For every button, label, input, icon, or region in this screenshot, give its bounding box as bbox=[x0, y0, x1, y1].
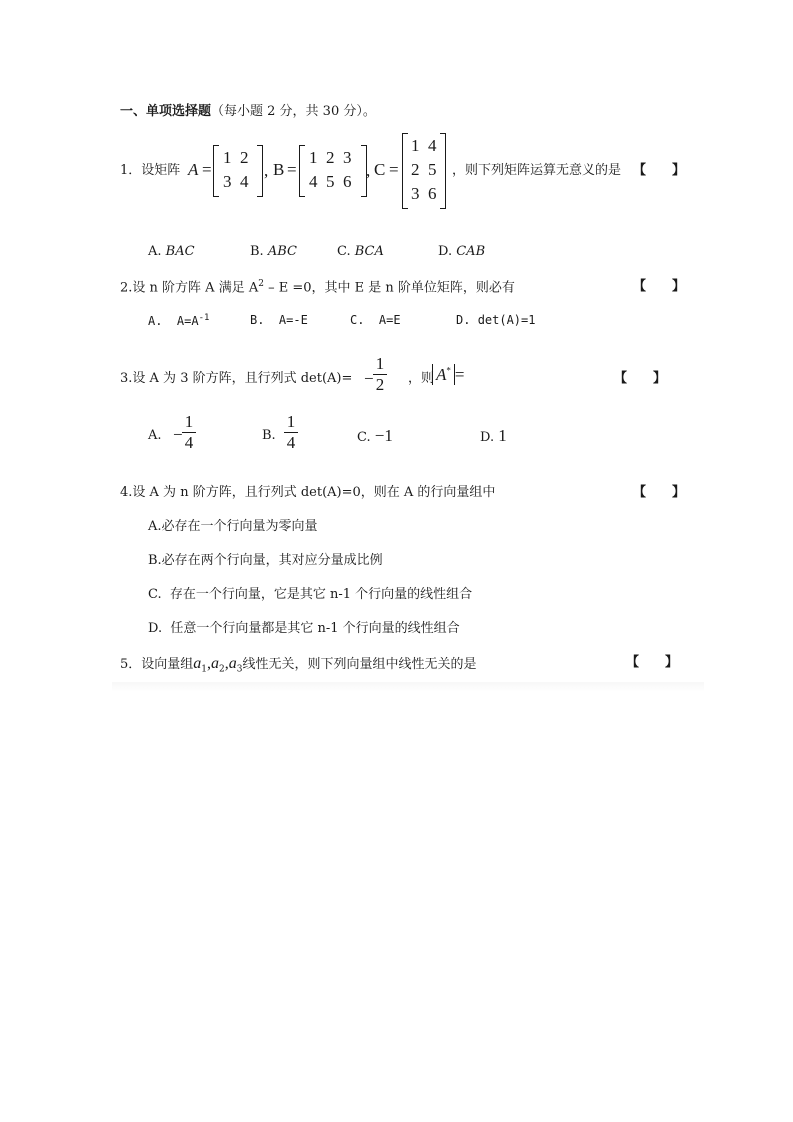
q5-sub: 1 bbox=[201, 664, 208, 675]
abs-base: A bbox=[436, 365, 447, 384]
q1-eq-c: = bbox=[389, 160, 399, 179]
q1-comma-2: , bbox=[366, 161, 371, 180]
q3-option-d bbox=[480, 427, 507, 444]
q3-stem: 3.设 A 为 3 阶方阵，且行列式 det(A)= bbox=[120, 371, 353, 386]
q5-vec: a bbox=[211, 655, 220, 672]
bracket-left bbox=[299, 145, 305, 197]
option-label: B. bbox=[250, 244, 264, 259]
q1-eq-a: = bbox=[202, 160, 212, 179]
q1-matrix-b-name: B bbox=[273, 160, 285, 179]
option-text: CAB bbox=[456, 244, 486, 259]
option-text: BAC bbox=[165, 244, 195, 259]
option-text: BCA bbox=[354, 244, 384, 259]
q5-vec: a bbox=[228, 655, 237, 672]
q5-sub: 3 bbox=[236, 664, 243, 675]
q1-matrix-b bbox=[299, 145, 369, 197]
q3-minus: − bbox=[364, 369, 374, 388]
option-label: B. bbox=[250, 313, 265, 327]
option-text: det(A)=1 bbox=[477, 313, 536, 327]
bracket-right bbox=[440, 133, 446, 209]
abs-bars bbox=[432, 364, 455, 385]
section-title: 一、单项选择题 bbox=[120, 104, 212, 119]
option-label: D. bbox=[456, 313, 471, 327]
q2-stem-part: 2.设 n 阶方阵 A 满足 A bbox=[120, 280, 259, 296]
option-sup: -1 bbox=[198, 313, 210, 323]
q3-option-c bbox=[357, 427, 393, 444]
q2-option-d bbox=[456, 314, 535, 326]
option-text: A=E bbox=[378, 313, 401, 327]
q1-option-d bbox=[438, 245, 485, 258]
section-heading bbox=[120, 105, 376, 118]
q4-option-d: D. 任意一个行向量都是其它 n-1 个行向量的线性组合 bbox=[148, 621, 460, 636]
q2-stem bbox=[120, 280, 515, 294]
fraction-numerator: 1 bbox=[286, 412, 296, 431]
q2-option-b bbox=[250, 314, 308, 326]
q2-stem-part: – E =0，其中 E 是 n 阶单位矩阵，则必有 bbox=[263, 280, 515, 296]
matrix-row: 3 6 bbox=[411, 184, 437, 203]
matrix-row: 4 5 6 bbox=[309, 172, 352, 191]
q3-abs-expr bbox=[432, 366, 464, 383]
bracket-right bbox=[257, 145, 263, 197]
option-label: D. bbox=[438, 244, 453, 259]
q3-then: ，则 bbox=[408, 371, 435, 386]
option-text: −1 bbox=[374, 426, 393, 445]
q1-matrix-a bbox=[213, 145, 263, 197]
fraction-denominator: 4 bbox=[184, 433, 194, 452]
q1-comma-1: , bbox=[264, 161, 269, 180]
q4-option-a: A.必存在一个行向量为零向量 bbox=[148, 519, 318, 534]
q1-eq-b: = bbox=[287, 160, 297, 179]
option-label: C. bbox=[337, 244, 351, 259]
q4-stem: 4.设 A 为 n 阶方阵，且行列式 det(A)=0，则在 A 的行向量组中 bbox=[120, 485, 496, 500]
option-text: 1 bbox=[498, 426, 507, 445]
crop-edge bbox=[112, 682, 704, 692]
matrix-row: 1 2 bbox=[223, 148, 249, 167]
q3-answer-bracket: 【 】 bbox=[614, 371, 667, 386]
q1-option-b bbox=[250, 245, 297, 258]
q5-prefix: 5．设向量组 bbox=[120, 657, 194, 672]
fraction-numerator: 1 bbox=[375, 354, 385, 373]
bracket-left bbox=[213, 145, 219, 197]
q3-option-a-minus: − bbox=[173, 425, 183, 444]
option-text: A=A bbox=[176, 314, 199, 328]
option-label: A. bbox=[148, 244, 162, 259]
q5-stem: 5．设向量组$a_1,a_2,a_3$线性无关，则下列向量组中线性无关的是 bbox=[120, 655, 477, 675]
q1-prefix: 1．设矩阵 bbox=[120, 163, 181, 178]
matrix-row: 2 5 bbox=[411, 160, 437, 179]
q4-option-c: C. 存在一个行向量，它是其它 n-1 个行向量的线性组合 bbox=[148, 587, 473, 602]
q1-matrix-c-name: C bbox=[374, 160, 386, 179]
q3-option-a-label: A. bbox=[148, 428, 162, 443]
q1-matrix-a-name: A bbox=[188, 160, 199, 179]
fraction-numerator: 1 bbox=[184, 412, 194, 431]
q2-stem-sup: 2 bbox=[258, 279, 264, 289]
bracket-left bbox=[402, 133, 408, 209]
fraction-denominator: 4 bbox=[286, 433, 296, 452]
q1-matrix-c bbox=[402, 133, 448, 209]
q3-fraction bbox=[373, 354, 387, 395]
option-label: D. bbox=[480, 430, 495, 445]
option-label: C. bbox=[350, 313, 365, 327]
option-text: A=-E bbox=[278, 313, 308, 327]
q1-suffix: ，则下列矩阵运算无意义的是 bbox=[452, 163, 622, 178]
q5-vec: a bbox=[193, 655, 202, 672]
option-label: A. bbox=[148, 314, 163, 328]
q4-answer-bracket: 【 】 bbox=[633, 485, 686, 500]
q3-option-a-fraction bbox=[182, 412, 196, 453]
q5-sub: 2 bbox=[219, 664, 225, 675]
q5-answer-bracket: 【 】 bbox=[626, 655, 679, 670]
q1-option-a bbox=[148, 245, 195, 258]
matrix-row: 1 2 3 bbox=[309, 148, 352, 167]
q3-option-b-fraction bbox=[284, 412, 298, 453]
q2-option-a bbox=[148, 314, 209, 327]
abs-sup: * bbox=[446, 365, 451, 376]
section-note: （每小题 2 分，共 30 分）。 bbox=[211, 104, 376, 119]
q5-suffix: 线性无关，则下列向量组中线性无关的是 bbox=[242, 657, 477, 672]
q1-answer-bracket: 【 】 bbox=[633, 163, 686, 178]
option-text: ABC bbox=[267, 244, 297, 259]
option-label: C. bbox=[357, 430, 371, 445]
q2-option-c bbox=[350, 314, 401, 326]
q3-eq: = bbox=[454, 365, 465, 384]
matrix-row: 1 4 bbox=[411, 136, 437, 155]
q4-option-b: B.必存在两个行向量，其对应分量成比例 bbox=[148, 553, 383, 568]
q1-option-c bbox=[337, 245, 384, 258]
fraction-denominator: 2 bbox=[375, 375, 385, 394]
matrix-row: 3 4 bbox=[223, 172, 249, 191]
q3-option-b-label: B. bbox=[262, 428, 276, 443]
q2-answer-bracket: 【 】 bbox=[633, 279, 686, 294]
